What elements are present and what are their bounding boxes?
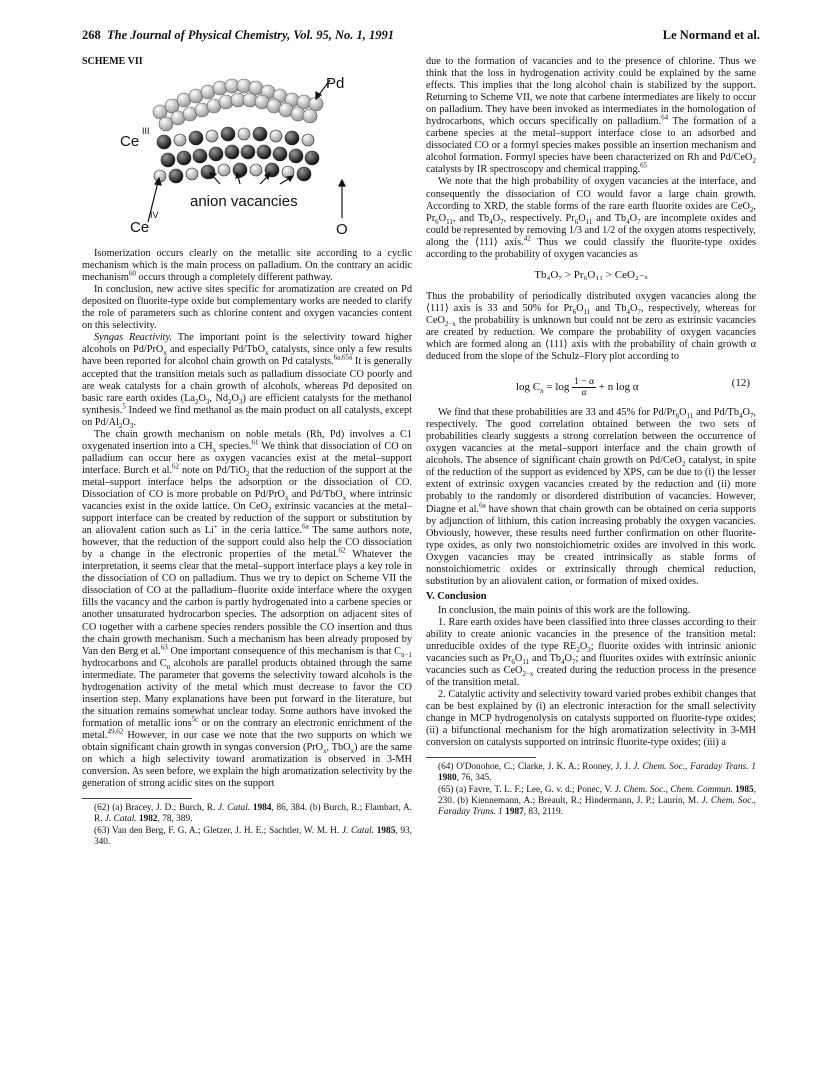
footnote-63: (63) Van den Berg, F. G. A.; Gletzer, J. H. E.; Sachtler, W. M. H. J. Catal. 1985, 93, 340. [94, 826, 413, 848]
footnote-62: (62) (a) Bracey, J. D.; Burch, R. J. Catal. 1984, 86, 384. (b) Burch, R.; Flambart, A. R. J. Catal. 1982, 78, 389. [94, 803, 412, 825]
equation-12: $\log C_n = \log$ $\frac{1 - \alpha}{\alpha}$ + n log α (12) [516, 377, 750, 399]
footnote-64: (64) O'Donohoe, C.; Clarke, J. K. A.; Rooney, J. J. J. Chem. Soc., Faraday Trans. 1 1980, 76, 345. [438, 762, 756, 784]
journal-title: The Journal of Physical Chemistry, Vol. 95, No. 1, 1991 [107, 28, 395, 42]
paragraph-aromatization: In conclusion, new active sites specific for aromatization are created on Pd deposited on fluorite-type oxide but complementary works are needed to clarify the role of parameters such as chlorine content and oxygen vacancies content on this selectivity. [82, 284, 412, 332]
paragraph-conclusion-2: 2. Catalytic activity and selectivity toward varied probes exhibit changes that can be best explained by (i) an electronic interaction for the small selectivity change in MCP hydrogenolysis on catalysts supported on fluorite-type oxides; (ii) a bifunctional mechanism for the high aromatization selectivity in 3-MH conversion on catalysts supported on intrinsic fluorite-type oxides; (iii) a [426, 689, 756, 749]
scheme-figure [120, 72, 360, 234]
anion-vacancies-label: anion vacancies [190, 193, 298, 211]
ce-iv-superscript: IV [150, 210, 159, 221]
paragraph-conclusion-1: 1. Rare earth oxides have been classified into three classes according to their ability to create anionic vacancies in the presence of the transition metal: unreducible oxides of the type $RE_2O_3$; fluorite oxides with intrinsic anionic vacancies such as $Pr_6O_{11}$ and $Tb_4O_7$; and fluorites oxides with extrinsic anionic vacancies such as CeO$_{2-x}$ created during the reduction process in the presence of the transition metal. [426, 616, 756, 689]
paragraph-conclusion-intro: In conclusion, the main points of this work are the following. [438, 604, 691, 616]
footnote-rule [82, 798, 192, 799]
paragraph-schulz-flory: Thus the probability of periodically distributed oxygen vacancies along the ⟨111⟩ axis is 33 and 50% for $Pr_6O_{11}$ and $Tb_4O_7$, respectively, whereas for CeO$_{2-x}$ the probability is unknown but could not be zero as extrinsic vacancies are created by reduction. We compare the probability of oxygen vacancies which are formed along an ⟨111⟩ axis with the probability of chain growth α deduced from the slope of the Schulz–Flory plot according to [426, 290, 756, 363]
paragraph-isomerization: Isomerization occurs clearly on the metallic site according to a cyclic mechanism which is the main process on palladium. On the contrary an acidic mechanism$^{60}$ occurs through a completely different pathway. [82, 248, 412, 284]
paragraph-correlation: We find that these probabilities are 33 and 45% for $Pd/Pr_6O_{11}$ and $Pd/Tb_4O_7$, respectively. The good correlation obtained between the two sets of probabilities clearly suggests a strong correlation between the occurrence of oxygen vacancies at the metal–support interface and the chain growth of alcohols. The absence of significant chain growth on Pd/CeO$_2$ catalyst, in spite of the reduction of the support as evidenced by XPS, can be due to (i) the lesser extent of extrinsic oxygen vacancies created by the reduction and (ii) more probably to the randomly or disordered distribution of vacancies. However, Diagne et al.$^{6a}$ have shown that chain growth can be obtained on ceria supports by adjunction of lithium, this cation increasing probably the oxygen vacancies. Obviously, however, these results need further confirmation on other fluorite-type oxides, as only two nonstoichiometric oxides are involved in this work. Oxygen vacancies may be created intrinsically as stable forms of nonstoichiometric oxides or extrinsically through chemical reduction, substitution by an aliovalent cation, or formation of mixed oxides. [426, 407, 756, 587]
scheme-illustration [120, 72, 360, 234]
ce-iii-label: Ce [120, 133, 140, 151]
section-heading-conclusion: V. Conclusion [426, 590, 487, 602]
left-column [82, 56, 412, 849]
scheme-title: SCHEME VII [82, 56, 143, 67]
paragraph-syngas: Syngas Reactivity. The important point is the selectivity toward higher alcohols on Pd/PrO$_x$ and especially Pd/TbO$_x$ catalysts, since only a few results have been reported for alcohol chain growth on Pd catalysts.$^{6a,65a}$ It is generally accepted that the transition metals such as palladium dissociate CO poorly and are weak catalysts for a chain growth of alcohols, whereas Pd deposited on basic rare earth oxides ($La_2O_3$, $Nd_2O_3$) are efficient catalysts for the methanol synthesis.$^5$ Indeed we find methanol as the main product on all catalysts, except on $Pd/Al_2O_3$. [82, 332, 412, 430]
fraction: $\frac{1 - \alpha}{\alpha}$ [574, 377, 595, 399]
equation-number: (12) [731, 377, 750, 390]
equation-ordering: Tb₄O₇ > Pr₆O₁₁ > CeO₂₋ₓ [534, 268, 648, 281]
paragraph-chain-growth: The chain growth mechanism on noble metals (Rh, Pd) involves a C1 oxygenated insertion into a $CH_x$ species.$^{61}$ We think that dissociation of CO on palladium can occur here as oxygen vacancies exist at the metal–support interface. Burch et al.$^{62}$ note on Pd/TiO$_2$ that the reduction of the support at the metal–support interface helps the adsorption or the dissociation of CO. Dissociation of CO is more probable on Pd/PrO$_x$ and Pd/TbO$_x$ where intrinsic vacancies exist in the oxide lattice. On CeO$_2$ extrinsic vacancies at the metal–support interface can be created by reduction of the support or substitution by an aliovalent cation such as Li+ in the ceria lattice.$^{6a}$ The same authors note, however, that the reduction of the support could also help the CO dissociation by a change in the electronic properties of the metal.$^{62}$ Whatever the interpretation, it seems clear that the metal–support interface plays a key role in the dissociation of CO on palladium. Thus we try to depict on Scheme VII the dissociation of CO at the palladium–fluorite oxide interface where the oxygen fills the vacancy and the carbon is partly hydrogenated into a carbene species or another unsaturated hydrocarbon species. The adsorption on adjacent sites of CO together with a carbene species renders possible the CO insertion and thus the chain growth mechanism. Such a mechanism has been already proposed by Van den Berg et al.$^{63}$ One important consequence of this mechanism is that $C_{n-1}$ hydrocarbons and $C_n$ alcohols are parallel products obtained through the same intermediate. The parameter that governs the selectivity toward alcohols is the hydrogenation activity of the metal which must decrease to favor the CO insertion step. Many explanations have been put forward in the literature, but the situation remains somewhat unclear today. Some authors have invoked the formation of metallic ions$^{5c}$ or on the contrary an electronic enrichment of the metal.$^{49,62}$ However, in our case we note that the two supports on which we obtain significant chain growth in syngas conversion (PrO$_x$, TbO$_x$) are the same on which a high selectivity toward aromatization is observed in 3-MH conversion. As seen before, we explain the high aromatization selectivity by the generation of strong acidic sites on the support [82, 428, 413, 790]
page-number: 268 [82, 28, 101, 42]
right-column [426, 56, 756, 819]
paragraph-carbene: due to the formation of vacancies and to the presence of chlorine. Thus we think that the loss in hydrogenation activity could be explained by the same effects. This implies that the long alcohol chain is stabilized by the support. Returning to Scheme VII, we note that carbene intermediates are likely to occur on palladium. They have been invoked as intermediates in the homologation of hydrocarbons, which occurs specifically on palladium.$^{64}$ The formation of a carbene species at the metal–support interface close to an adsorbed and dissociated CO or a formyl species makes possible an insertion mechanism and alcohol formation. Formyl species have been characterized on Rh and Pd/CeO$_2$ catalysts by IR spectroscopy and chemical trapping.$^{65}$ [426, 56, 756, 176]
running-header [82, 28, 760, 44]
ce-iv-label: Ce [130, 219, 150, 235]
oxygen-label: O [336, 221, 348, 235]
footnote-65: (65) (a) Favre, T. L. F.; Lee, G. v. d.; Ponec, V. J. Chem. Soc., Chem. Commun. 1985, 230. (b) Kiennemann, A.; Breault, R.; Hindermann, J. P.; Laurin, M. J. Chem. Soc., Faraday Trans. 1 1987, 83, 2119. [438, 785, 756, 818]
authors: Le Normand et al. [662, 28, 760, 42]
paragraph-vacancy-probability: We note that the high probability of oxygen vacancies at the interface, and consequently the dissociation of CO would favor a large chain growth. According to XRD, the stable forms of the rare earth fluorite oxides are CeO$_2$, $Pr_6O_{11}$, and $Tb_4O_7$, respectively. $Pr_6O_{11}$ and $Tb_4O_7$ are incomplete oxides and could be represented by removing 1/3 and 1/2 of the oxygen atoms respectively, along the ⟨111⟩ axis.$^{42}$ Thus we could classify the fluorite-type oxides according to the probability of oxygen vacancies as [426, 176, 756, 260]
footnote-rule-right [426, 757, 536, 758]
pd-label: Pd [326, 75, 345, 93]
ce-iii-superscript: III [142, 126, 150, 137]
